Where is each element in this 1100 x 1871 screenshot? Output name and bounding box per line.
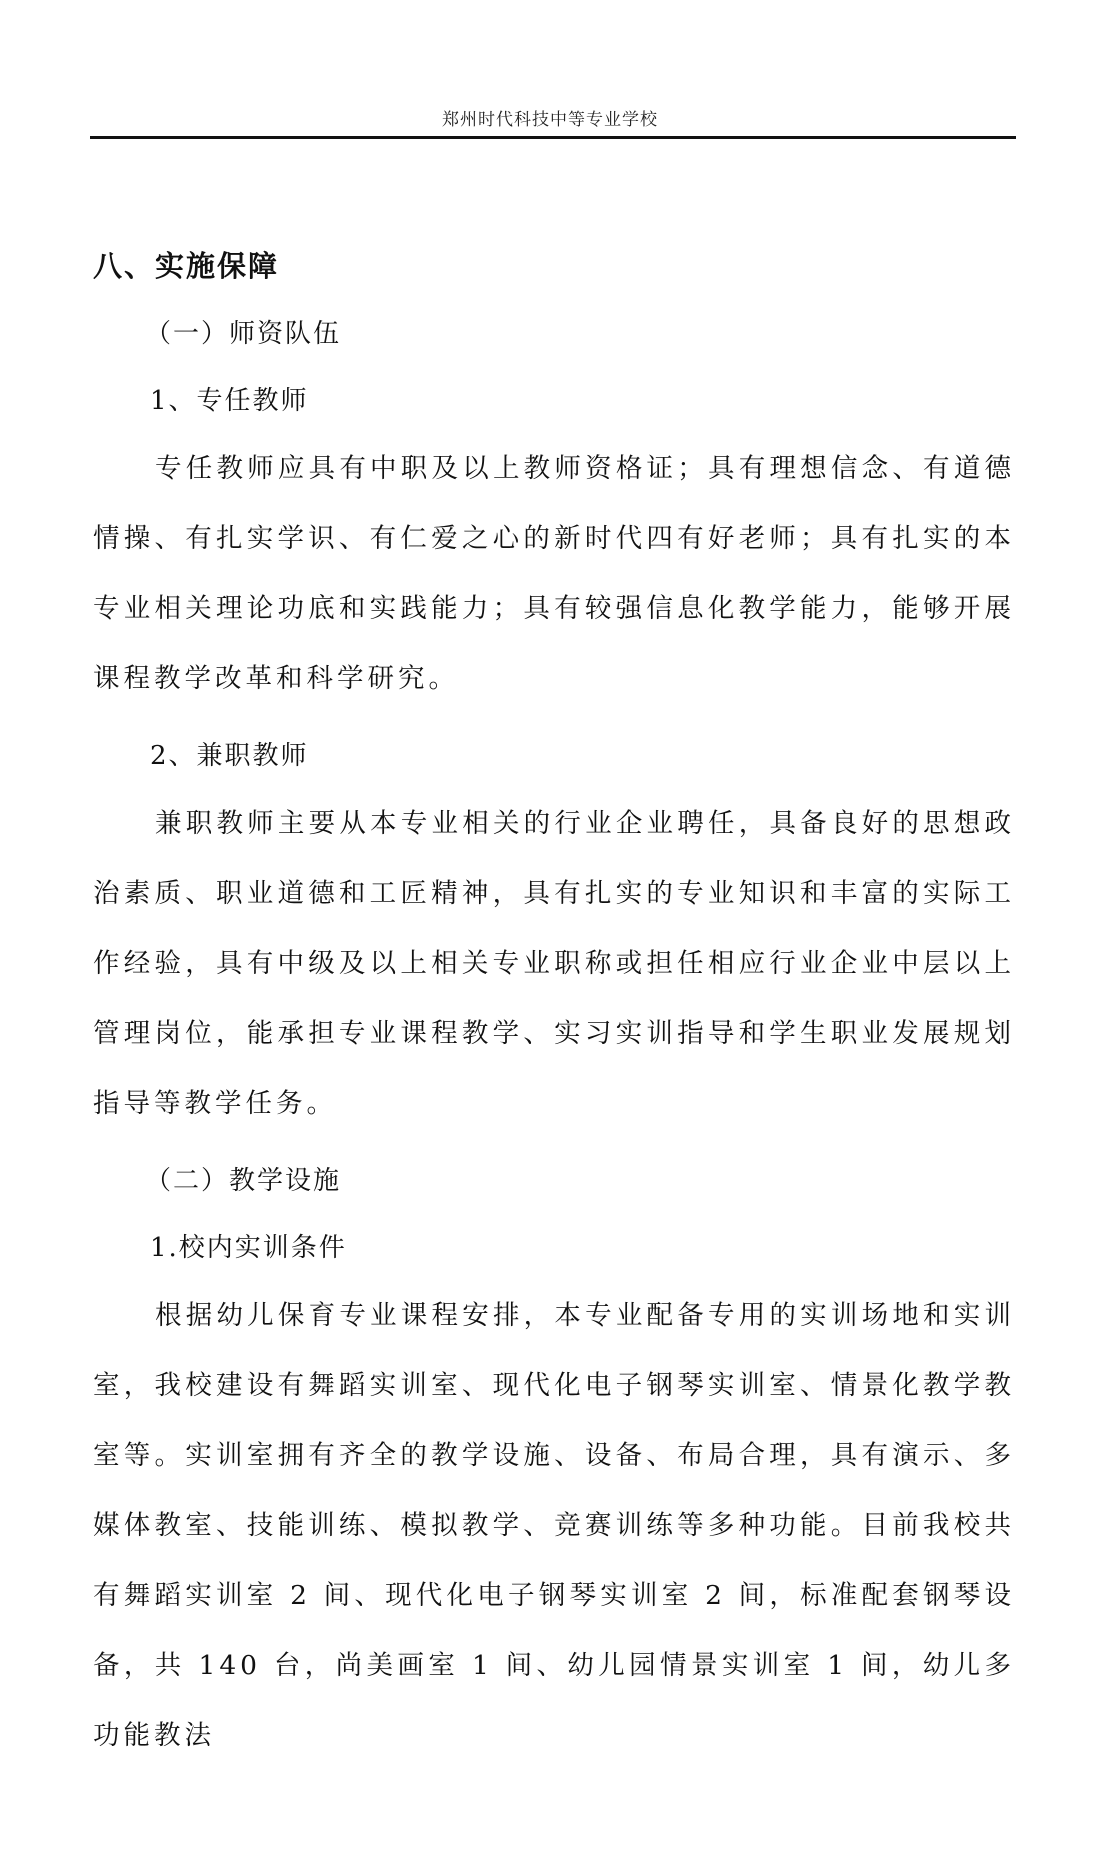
running-header: 郑州时代科技中等专业学校 — [442, 110, 658, 130]
parttime-teachers-paragraph: 兼职教师主要从本专业相关的行业企业聘任，具备良好的思想政治素质、职业道德和工匠精神，具有扎实的专业知识和丰富的实际工作经验，具有中级及以上相关专业职称或担任相应行业企业中层以上管理岗位，能承担专业课程教学、实习实训指导和学生职业发展规划指导等教学任务。 — [93, 808, 1015, 1119]
oncampus-training-heading: 1.校内实训条件 — [150, 1233, 347, 1263]
facilities-heading: （二）教学设施 — [145, 1166, 342, 1196]
fulltime-teachers-heading: 1、专任教师 — [150, 386, 309, 416]
fulltime-teachers-paragraph: 专任教师应具有中职及以上教师资格证；具有理想信念、有道德情操、有扎实学识、有仁爱之心的新时代四有好老师；具有扎实的本专业相关理论功底和实践能力；具有较强信息化教学能力，能够开展课程教学改革和科学研究。 — [93, 453, 1015, 694]
section-title: 八、实施保障 — [93, 249, 280, 283]
oncampus-training-paragraph: 根据幼儿保育专业课程安排，本专业配备专用的实训场地和实训室，我校建设有舞蹈实训室、现代化电子钢琴实训室、情景化教学教室等。实训室拥有齐全的教学设施、设备、布局合理，具有演示、多媒体教室、技能训练、模拟教学、竞赛训练等多种功能。目前我校共有舞蹈实训室 2 间、现代化电子钢琴实训室 2 间，标准配套钢琴设备，共 140 台，尚美画室 1 间、幼儿园情景实训室 1 间，幼儿多功能教法 — [93, 1300, 1015, 1751]
teachers-heading: （一）师资队伍 — [145, 319, 342, 349]
page-body — [93, 240, 1015, 1771]
parttime-teachers-heading: 2、兼职教师 — [150, 741, 309, 771]
header-divider — [90, 136, 1016, 139]
